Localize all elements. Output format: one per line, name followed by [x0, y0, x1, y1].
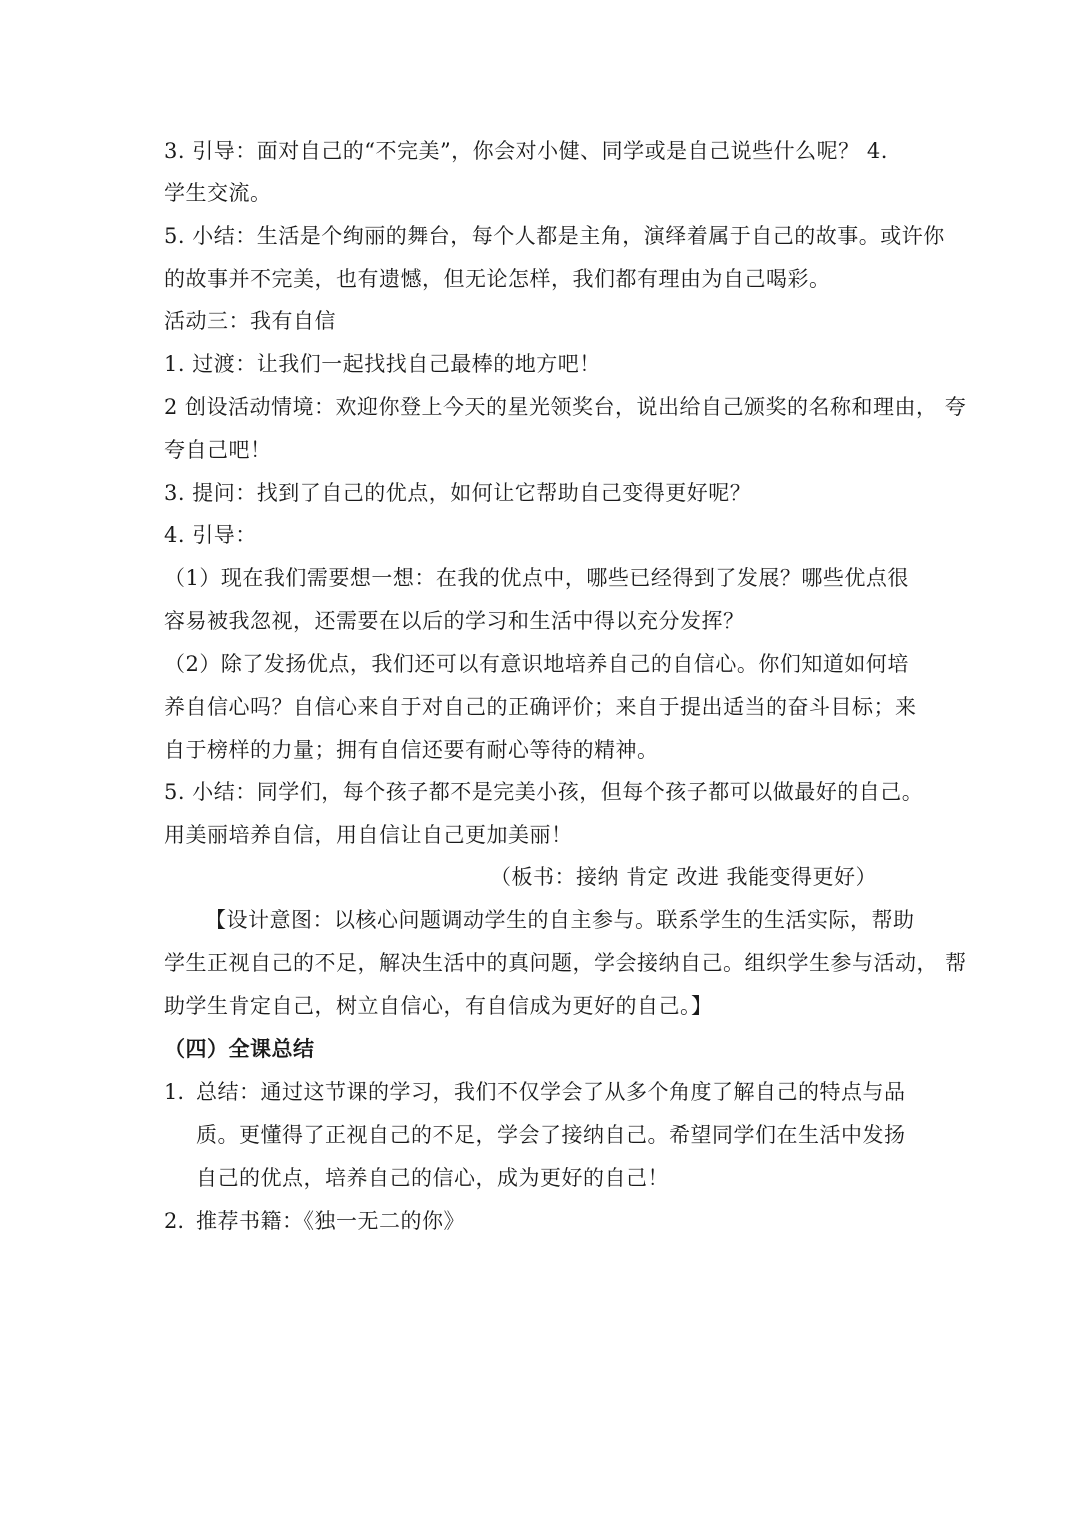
text-line: 2 创设活动情境：欢迎你登上今天的星光领奖台，说出给自己颁奖的名称和理由， 夸 [164, 395, 967, 419]
text-line: （1）现在我们需要想一想：在我的优点中，哪些已经得到了发展？哪些优点很 [164, 566, 909, 590]
text-line: 自于榜样的力量；拥有自信还要有耐心等待的精神。 [164, 738, 659, 762]
text-line: 养自信心吗？自信心来自于对自己的正确评价；来自于提出适当的奋斗目标；来 [164, 695, 917, 719]
blackboard-note: （板书：接纳 肯定 改进 我能变得更好） [490, 865, 878, 889]
list-item-text: 推荐书籍：《独一无二的你》 [196, 1209, 465, 1233]
text-line: 5. 小结：同学们，每个孩子都不是完美小孩，但每个孩子都可以做最好的自己。 [164, 780, 924, 804]
text-line: 的故事并不完美，也有遗憾，但无论怎样，我们都有理由为自己喝彩。 [164, 267, 831, 291]
text-line: 容易被我忽视，还需要在以后的学习和生活中得以充分发挥？ [164, 609, 745, 633]
list-item-text: 自己的优点，培养自己的信心，成为更好的自己！ [196, 1166, 669, 1190]
text-line: 5. 小结：生活是个绚丽的舞台，每个人都是主角，演绎着属于自己的故事。或许你 [164, 224, 945, 248]
text-line: 学生交流。 [164, 181, 272, 205]
design-intent-line: 助学生肯定自己，树立自信心，有自信成为更好的自己。】 [164, 994, 713, 1018]
text-line: 3. 提问：找到了自己的优点，如何让它帮助自己变得更好呢？ [164, 481, 752, 505]
design-intent-line: 【设计意图：以核心问题调动学生的自主参与。联系学生的生活实际，帮助 [205, 908, 915, 932]
text-line: 用美丽培养自信，用自信让自己更加美丽！ [164, 823, 573, 847]
section-heading: （四）全课总结 [164, 1036, 315, 1061]
list-item-number: 1. [164, 1080, 185, 1104]
list-item-number: 2. [164, 1209, 185, 1233]
list-item-text: 总结：通过这节课的学习，我们不仅学会了从多个角度了解自己的特点与品 [196, 1080, 906, 1104]
list-item-text: 质。更懂得了正视自己的不足，学会了接纳自己。希望同学们在生活中发扬 [196, 1123, 906, 1147]
design-intent-line: 学生正视自己的不足，解决生活中的真问题，学会接纳自己。组织学生参与活动， 帮 [164, 951, 967, 975]
text-line: （2）除了发扬优点，我们还可以有意识地培养自己的自信心。你们知道如何培 [164, 652, 909, 676]
text-line: 3. 引导：面对自己的“不完美”，你会对小健、同学或是自己说些什么呢？ 4. [164, 139, 888, 163]
text-line: 夸自己吧！ [164, 438, 272, 462]
text-line: 4. 引导： [164, 523, 257, 547]
text-line: 1. 过渡：让我们一起找找自己最棒的地方吧！ [164, 352, 601, 376]
section-heading: 活动三：我有自信 [164, 309, 336, 333]
